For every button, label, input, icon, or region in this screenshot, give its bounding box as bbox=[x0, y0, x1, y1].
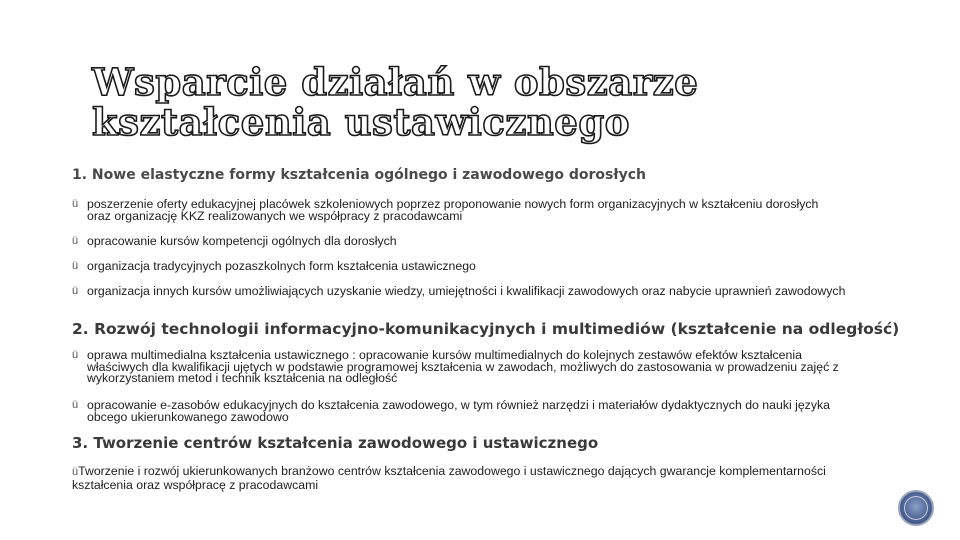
section-3-body: Tworzenie i rozwój ukierunkowanych branżowo centrów kształcenia zawodowego i ustawicznego dających gwarancje komplementarności kształcenia oraz współpracę z pracodawcami bbox=[72, 464, 826, 492]
check-icon: ü bbox=[72, 285, 79, 297]
list-item-text: opracowanie kursów kompetencji ogólnych dla dorosłych bbox=[87, 234, 397, 248]
check-icon: ü bbox=[72, 198, 79, 210]
list-item bbox=[72, 261, 832, 273]
section-heading-1: 1. Nowe elastyczne formy kształcenia ogólnego i zawodowego dorosłych bbox=[72, 167, 646, 183]
check-icon: ü bbox=[72, 235, 79, 247]
check-icon: ü bbox=[72, 466, 79, 478]
list-item bbox=[72, 236, 832, 248]
section-heading-3: 3. Tworzenie centrów kształcenia zawodowego i ustawicznego bbox=[72, 434, 599, 452]
slide-title: Wsparcie działań w obszarze kształcenia ustawicznego bbox=[92, 60, 699, 144]
list-item-text: organizacja innych kursów umożliwiających uzyskanie wiedzy, umiejętności i kwalifikacji zawodowych oraz nabycie uprawnień zawodowych bbox=[87, 284, 846, 298]
list-item bbox=[72, 400, 862, 423]
list-item-text: oprawa multimedialna kształcenia ustawicznego : opracowanie kursów multimedialnych do kolejnych zestawów efektów kształcenia właściwych dla kwalifikacji ujętych w podstawie programowej kształcenia w zawodach, możliwych do zastosowania w prowadzeniu zajęć z wykorzystaniem metod i technik kształcenia na odległość bbox=[87, 348, 839, 385]
list-item-text: opracowanie e-zasobów edukacyjnych do kształcenia zawodowego, w tym również narzędzi i materiałów dydaktycznych do nauki języka obcego ukierunkowanego zawodowo bbox=[87, 398, 830, 424]
check-icon: ü bbox=[72, 349, 79, 361]
list-item bbox=[72, 350, 862, 385]
section-3-text bbox=[72, 465, 852, 491]
circle-nav-inner bbox=[904, 496, 928, 520]
check-icon: ü bbox=[72, 260, 79, 272]
section-heading-2: 2. Rozwój technologii informacyjno-komunikacyjnych i multimediów (kształcenie na odległość) bbox=[72, 320, 900, 338]
circle-nav-icon[interactable] bbox=[898, 490, 934, 526]
list-item-text: poszerzenie oferty edukacyjnej placówek szkoleniowych poprzez proponowanie nowych form organizacyjnych w kształceniu dorosłych oraz organizację KKZ realizowanych we współpracy z pracodawcami bbox=[87, 197, 819, 223]
list-item-text: organizacja tradycyjnych pozaszkolnych form kształcenia ustawicznego bbox=[87, 259, 476, 273]
list-item bbox=[72, 286, 868, 298]
check-icon: ü bbox=[72, 399, 79, 411]
list-item bbox=[72, 199, 832, 222]
